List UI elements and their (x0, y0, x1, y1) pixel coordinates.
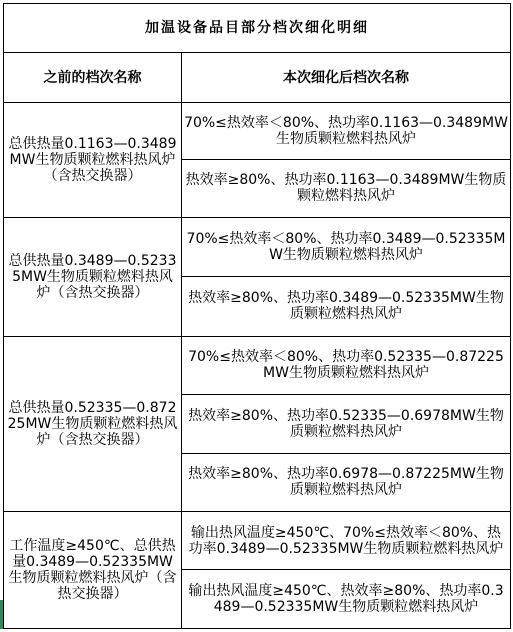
after-category-3-1: 70%≤热效率＜80%、热功率0.52335—0.87225MW生物质颗粒燃料热风炉 (182, 336, 511, 394)
after-category-3-2: 热效率≥80%、热功率0.52335—0.6978MW生物质颗粒燃料热风炉 (182, 395, 511, 453)
column-header-before: 之前的档次名称 (4, 53, 182, 102)
window-edge-marker (0, 600, 3, 629)
after-category-3-3: 热效率≥80%、热功率0.6978—0.87225MW生物质颗粒燃料热风炉 (182, 453, 511, 511)
before-category-1: 总供热量0.1163—0.3489MW生物质颗粒燃料热风炉（含热交换器） (4, 102, 182, 217)
before-category-2: 总供热量0.3489—0.52335MW生物质颗粒燃料热风炉（含热交换器） (4, 217, 182, 336)
table-title: 加温设备品目部分档次细化明细 (4, 4, 511, 53)
after-category-1-2: 热效率≥80%、热功率0.1163—0.3489MW生物质颗粒燃料热风炉 (182, 160, 511, 217)
before-category-3: 总供热量0.52335—0.87225MW生物质颗粒燃料热风炉（含热交换器） (4, 336, 182, 511)
grading-table (3, 3, 511, 629)
after-category-4-2: 输出热风温度≥450℃、热效率≥80%、热功率0.3489—0.52335MW生物质颗粒燃料热风炉 (182, 570, 511, 629)
after-category-2-2: 热效率≥80%、热功率0.3489—0.52335MW生物质颗粒燃料热风炉 (182, 277, 511, 336)
before-category-4: 工作温度≥450℃、总供热量0.3489—0.52335MW生物质颗粒燃料热风炉（含热交换器） (4, 511, 182, 628)
after-category-4-1: 输出热风温度≥450℃、70%≤热效率＜80%、热功率0.3489—0.52335MW生物质颗粒燃料热风炉 (182, 511, 511, 569)
after-category-1-1: 70%≤热效率＜80%、热功率0.1163—0.3489MW生物质颗粒燃料热风炉 (182, 102, 511, 159)
after-category-2-1: 70%≤热效率＜80%、热功率0.3489—0.52335MW生物质颗粒燃料热风炉 (182, 217, 511, 276)
column-header-after: 本次细化后档次名称 (182, 53, 511, 102)
